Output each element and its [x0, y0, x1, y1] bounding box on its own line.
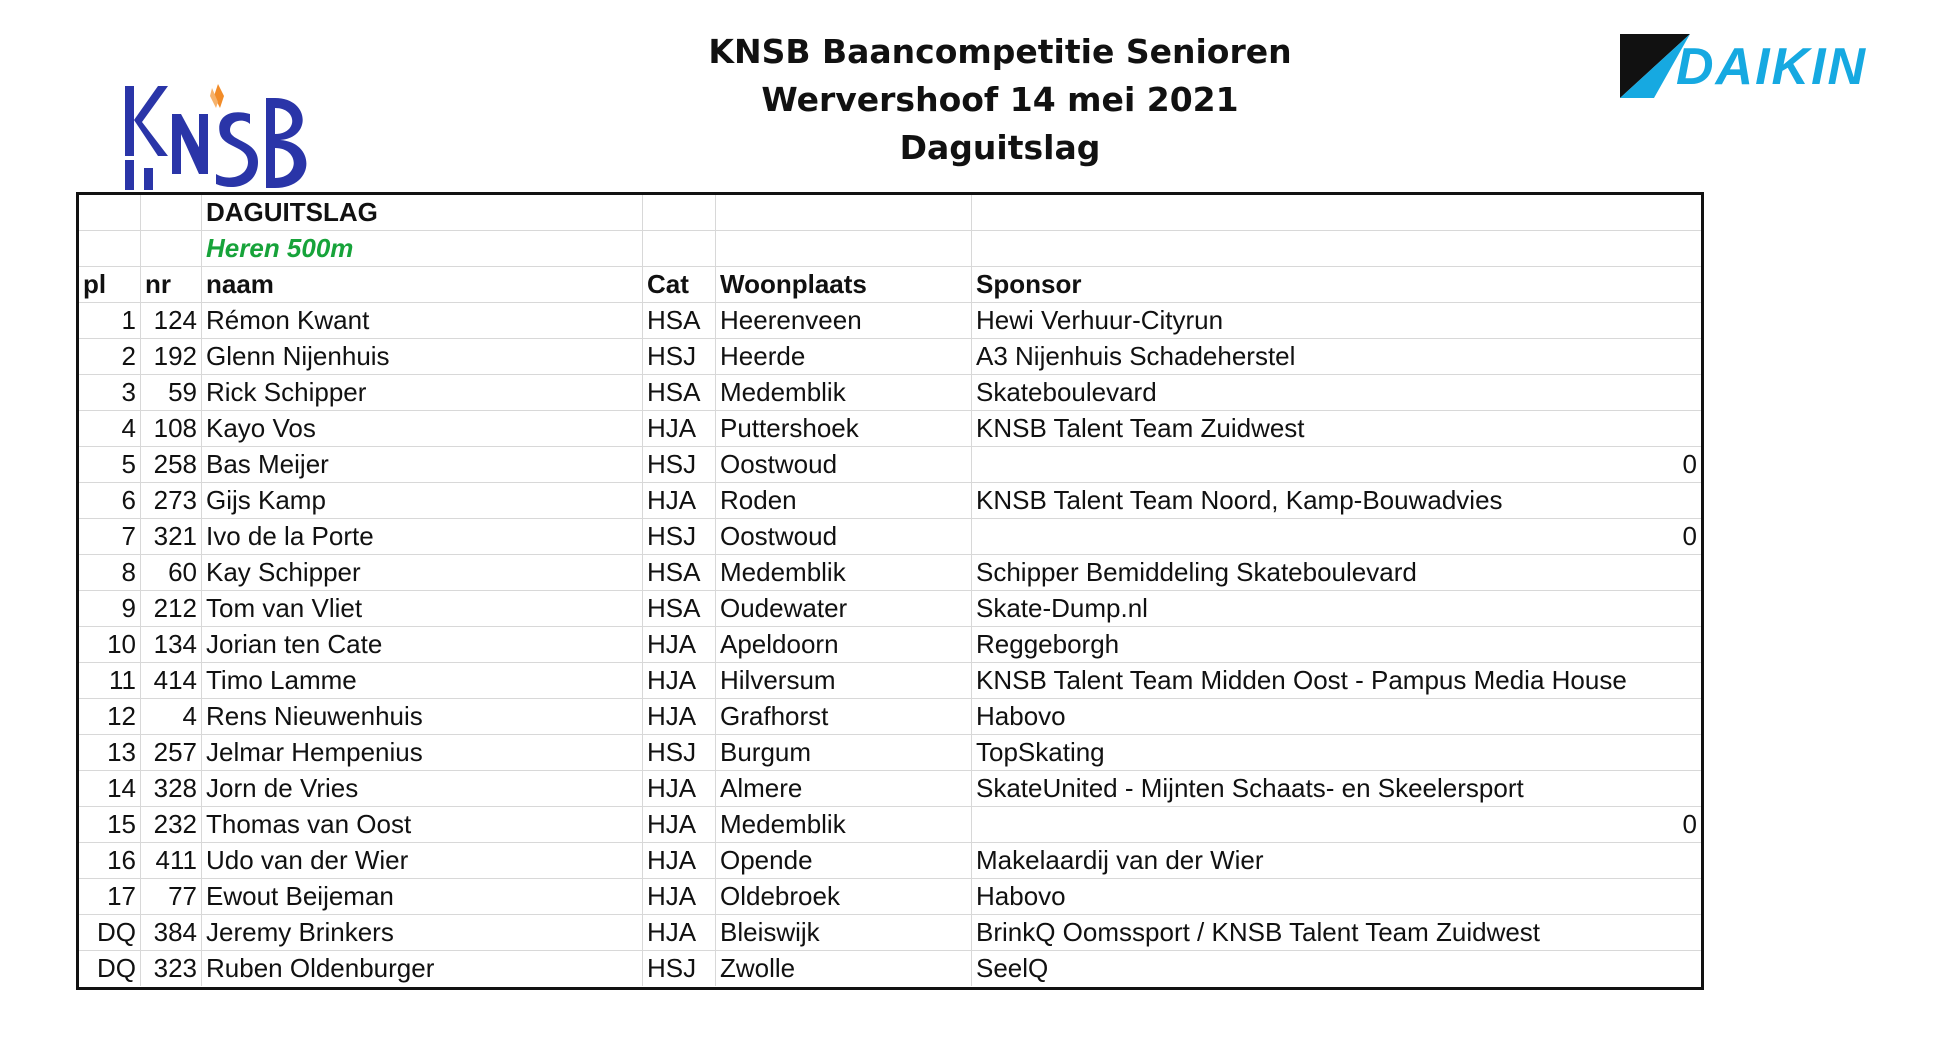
cell-name: Gijs Kamp [202, 483, 643, 518]
table-row [79, 807, 1701, 843]
table-row [79, 591, 1701, 627]
cell-number: 384 [141, 915, 202, 950]
cell-name: Glenn Nijenhuis [202, 339, 643, 374]
section-row [79, 231, 1701, 267]
cell-woonplaats: Puttershoek [716, 411, 972, 446]
table-row [79, 915, 1701, 951]
table-row [79, 771, 1701, 807]
cell-sponsor: SeelQ [976, 953, 1049, 983]
cell-woonplaats: Oostwoud [716, 519, 972, 554]
cell-category: HSJ [643, 339, 716, 374]
cell-category: HJA [643, 915, 716, 950]
cell-place: 11 [79, 663, 141, 698]
cell-name: Rémon Kwant [202, 303, 643, 338]
cell-sponsor: Habovo [976, 701, 1066, 731]
cell-name: Tom van Vliet [202, 591, 643, 626]
cell-place: 3 [79, 375, 141, 410]
table-row [79, 663, 1701, 699]
table-row [79, 843, 1701, 879]
table-title-row [79, 195, 1701, 231]
cell-woonplaats: Medemblik [716, 375, 972, 410]
cell-place: 12 [79, 699, 141, 734]
cell-place: 16 [79, 843, 141, 878]
cell-sponsor: KNSB Talent Team Zuidwest [976, 413, 1305, 443]
cell-category: HJA [643, 483, 716, 518]
cell-place: 13 [79, 735, 141, 770]
cell-number: 258 [141, 447, 202, 482]
header-row [79, 267, 1701, 303]
table-row [79, 555, 1701, 591]
results-table [76, 192, 1704, 990]
cell-name: Ivo de la Porte [202, 519, 643, 554]
cell-category: HJA [643, 771, 716, 806]
daikin-logo [1618, 30, 1948, 100]
header-line-competition: KNSB Baancompetitie Senioren [708, 32, 1292, 71]
cell-sponsor: 0 [1682, 809, 1697, 839]
cell-woonplaats: Zwolle [716, 951, 972, 986]
cell-woonplaats: Roden [716, 483, 972, 518]
cell-number: 212 [141, 591, 202, 626]
cell-sponsor: SkateUnited - Mijnten Schaats- en Skeelersport [976, 773, 1524, 803]
cell-number: 232 [141, 807, 202, 842]
table-row [79, 735, 1701, 771]
cell-place: 9 [79, 591, 141, 626]
cell-woonplaats: Medemblik [716, 555, 972, 590]
cell-number: 273 [141, 483, 202, 518]
cell-place: 8 [79, 555, 141, 590]
cell-woonplaats: Oostwoud [716, 447, 972, 482]
cell-number: 124 [141, 303, 202, 338]
cell-category: HJA [643, 807, 716, 842]
cell-sponsor: Hewi Verhuur-Cityrun [976, 305, 1224, 335]
table-title: DAGUITSLAG [202, 195, 643, 230]
cell-woonplaats: Opende [716, 843, 972, 878]
cell-number: 77 [141, 879, 202, 914]
cell-sponsor: Habovo [976, 881, 1066, 911]
cell-place: 4 [79, 411, 141, 446]
cell-category: HJA [643, 879, 716, 914]
column-header-woonplaats: Woonplaats [716, 267, 972, 302]
column-header-pl: pl [79, 267, 141, 302]
cell-category: HSA [643, 375, 716, 410]
cell-category: HSA [643, 303, 716, 338]
cell-place: 17 [79, 879, 141, 914]
table-row [79, 447, 1701, 483]
cell-number: 192 [141, 339, 202, 374]
cell-number: 108 [141, 411, 202, 446]
cell-place: 2 [79, 339, 141, 374]
table-row [79, 627, 1701, 663]
cell-place: 1 [79, 303, 141, 338]
cell-number: 328 [141, 771, 202, 806]
cell-sponsor: A3 Nijenhuis Schadeherstel [976, 341, 1296, 371]
cell-number: 60 [141, 555, 202, 590]
cell-woonplaats: Hilversum [716, 663, 972, 698]
cell-name: Ruben Oldenburger [202, 951, 643, 986]
cell-place: 7 [79, 519, 141, 554]
cell-place: 10 [79, 627, 141, 662]
cell-number: 257 [141, 735, 202, 770]
cell-name: Jorn de Vries [202, 771, 643, 806]
table-body [79, 303, 1701, 987]
section-label: Heren 500m [202, 231, 643, 266]
cell-number: 321 [141, 519, 202, 554]
cell-sponsor: Schipper Bemiddeling Skateboulevard [976, 557, 1417, 587]
cell-category: HSA [643, 555, 716, 590]
cell-name: Jorian ten Cate [202, 627, 643, 662]
table-row [79, 519, 1701, 555]
cell-name: Ewout Beijeman [202, 879, 643, 914]
table-row [79, 303, 1701, 339]
cell-place: DQ [79, 915, 141, 950]
cell-number: 411 [141, 843, 202, 878]
cell-category: HJA [643, 627, 716, 662]
cell-woonplaats: Medemblik [716, 807, 972, 842]
table-row [79, 375, 1701, 411]
cell-woonplaats: Bleiswijk [716, 915, 972, 950]
cell-category: HSA [643, 591, 716, 626]
header-line-location-date: Wervershoof 14 mei 2021 [761, 80, 1239, 119]
cell-number: 414 [141, 663, 202, 698]
cell-name: Timo Lamme [202, 663, 643, 698]
cell-woonplaats: Burgum [716, 735, 972, 770]
cell-name: Udo van der Wier [202, 843, 643, 878]
cell-woonplaats: Heerenveen [716, 303, 972, 338]
cell-name: Kayo Vos [202, 411, 643, 446]
svg-text:DAIKIN: DAIKIN [1676, 38, 1868, 96]
cell-name: Thomas van Oost [202, 807, 643, 842]
cell-number: 59 [141, 375, 202, 410]
cell-sponsor: KNSB Talent Team Noord, Kamp-Bouwadvies [976, 485, 1503, 515]
cell-name: Bas Meijer [202, 447, 643, 482]
cell-sponsor: TopSkating [976, 737, 1105, 767]
cell-woonplaats: Grafhorst [716, 699, 972, 734]
cell-name: Rens Nieuwenhuis [202, 699, 643, 734]
cell-category: HJA [643, 843, 716, 878]
cell-category: HJA [643, 411, 716, 446]
cell-woonplaats: Almere [716, 771, 972, 806]
column-header-nr: nr [141, 267, 202, 302]
cell-sponsor: Skate-Dump.nl [976, 593, 1148, 623]
cell-place: 5 [79, 447, 141, 482]
cell-place: DQ [79, 951, 141, 986]
cell-category: HSJ [643, 951, 716, 986]
cell-name: Jelmar Hempenius [202, 735, 643, 770]
cell-sponsor: 0 [1682, 521, 1697, 551]
cell-sponsor: Makelaardij van der Wier [976, 845, 1264, 875]
cell-woonplaats: Oudewater [716, 591, 972, 626]
cell-sponsor: Skateboulevard [976, 377, 1157, 407]
table-row [79, 699, 1701, 735]
cell-name: Jeremy Brinkers [202, 915, 643, 950]
cell-number: 323 [141, 951, 202, 986]
header-line-daguitslag: Daguitslag [899, 128, 1101, 167]
cell-number: 134 [141, 627, 202, 662]
cell-place: 6 [79, 483, 141, 518]
table-row [79, 411, 1701, 447]
cell-category: HJA [643, 699, 716, 734]
cell-name: Rick Schipper [202, 375, 643, 410]
cell-category: HSJ [643, 519, 716, 554]
cell-place: 15 [79, 807, 141, 842]
cell-category: HSJ [643, 447, 716, 482]
table-row [79, 951, 1701, 987]
cell-woonplaats: Apeldoorn [716, 627, 972, 662]
table-row [79, 339, 1701, 375]
cell-sponsor: BrinkQ Oomssport / KNSB Talent Team Zuidwest [976, 917, 1541, 947]
table-row [79, 879, 1701, 915]
cell-place: 14 [79, 771, 141, 806]
document-header [600, 28, 1400, 172]
column-header-naam: naam [202, 267, 643, 302]
column-header-sponsor: Sponsor [976, 269, 1082, 299]
cell-category: HSJ [643, 735, 716, 770]
cell-category: HJA [643, 663, 716, 698]
cell-name: Kay Schipper [202, 555, 643, 590]
cell-woonplaats: Heerde [716, 339, 972, 374]
cell-woonplaats: Oldebroek [716, 879, 972, 914]
cell-sponsor: 0 [1682, 449, 1697, 479]
cell-sponsor: KNSB Talent Team Midden Oost - Pampus Media House [976, 665, 1627, 695]
table-row [79, 483, 1701, 519]
column-header-cat: Cat [643, 267, 716, 302]
cell-number: 4 [141, 699, 202, 734]
cell-sponsor: Reggeborgh [976, 629, 1120, 659]
